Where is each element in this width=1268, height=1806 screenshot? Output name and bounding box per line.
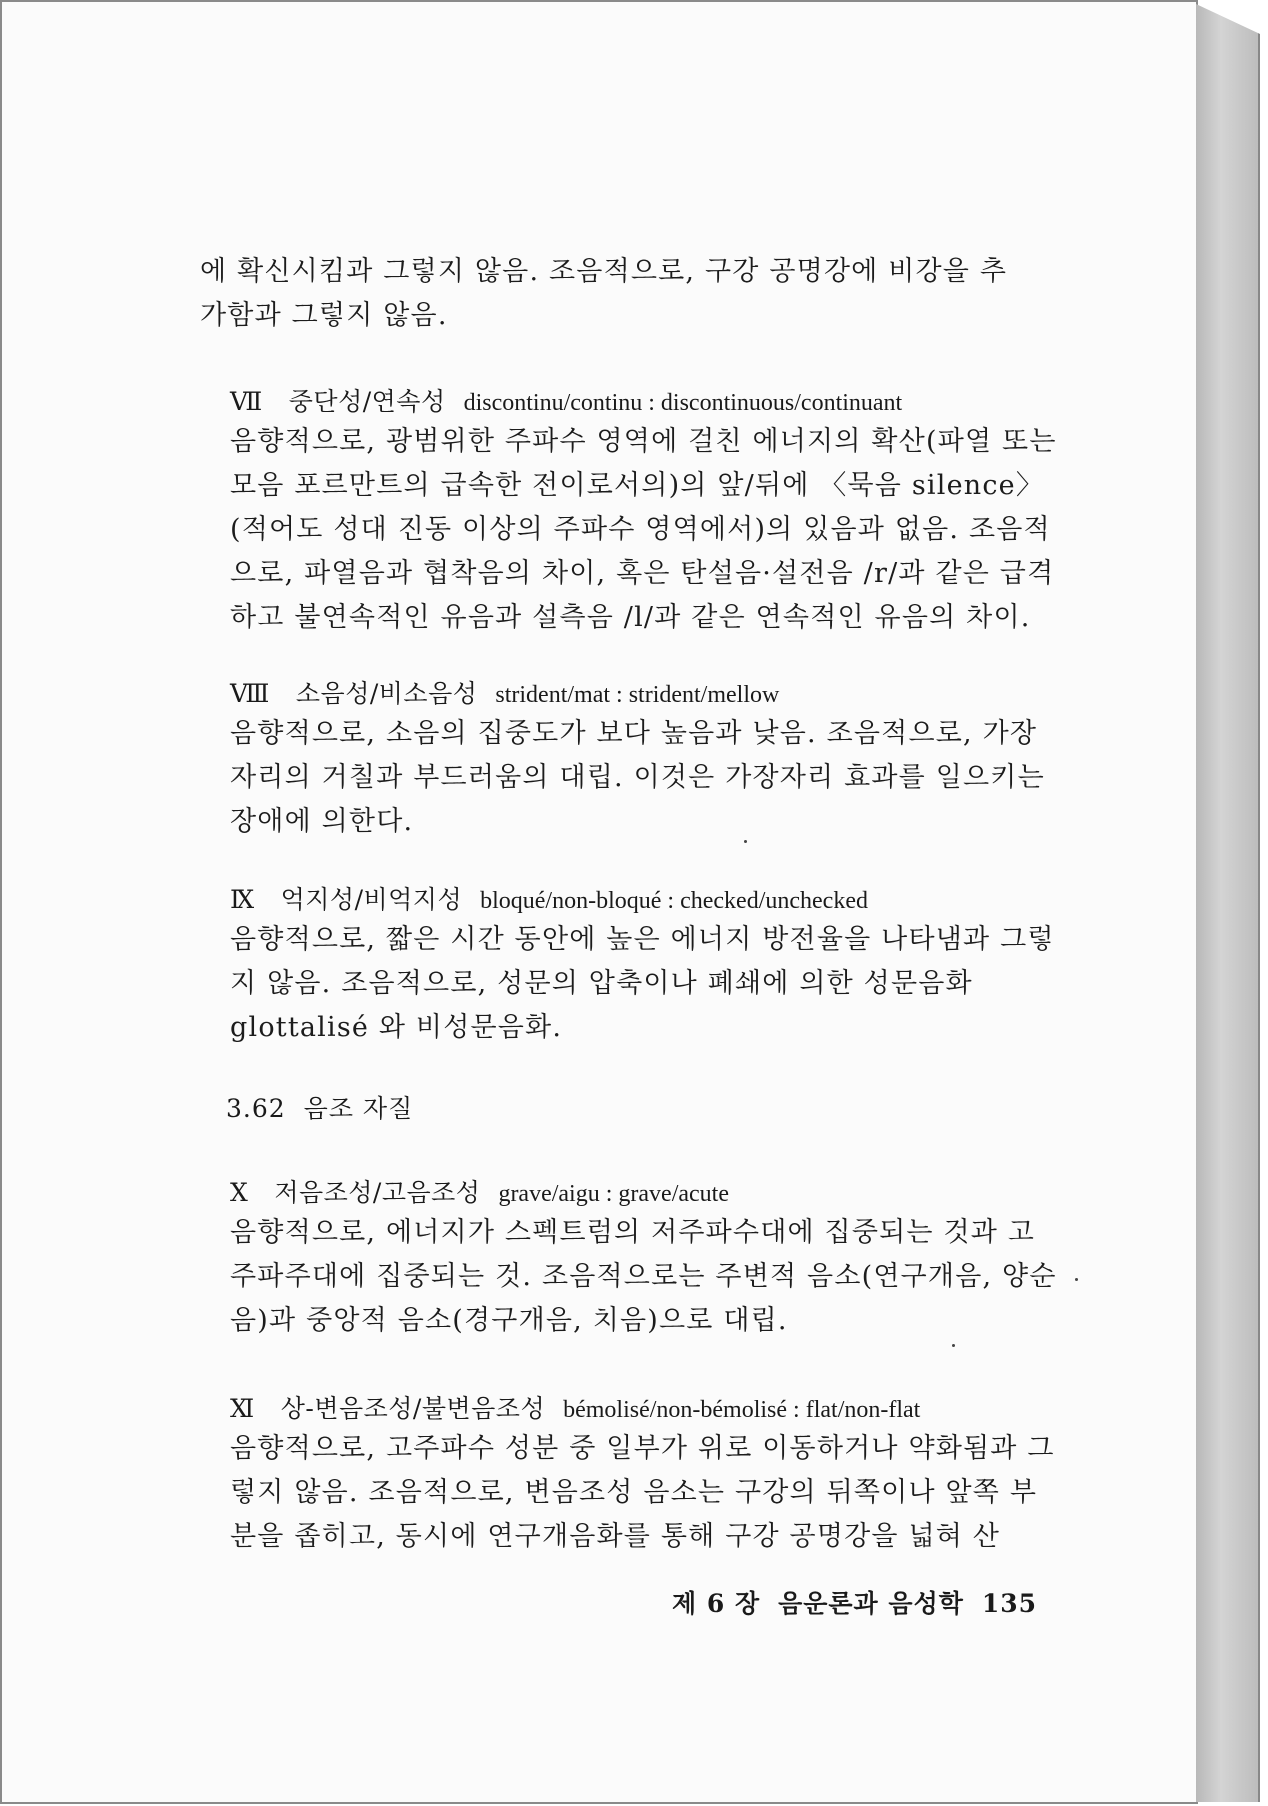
feature-latin-terms: bloqué/non-bloqué : checked/unchecked [480, 888, 868, 914]
feature-korean-term: 소음성/비소음성 [295, 679, 478, 708]
feature-latin-terms: bémolisé/non-bémolisé : flat/non-flat [563, 1397, 921, 1423]
feature-korean-term: 상-변음조성/불변음조성 [280, 1394, 546, 1423]
paragraph-continued: 에 확신시킴과 그렇지 않음. 조음적으로, 구강 공명강에 비강을 추가함과 그렇지 않음. [200, 256, 1008, 331]
roman-numeral: Ⅺ [230, 1394, 255, 1423]
paragraph-feature-10: 음향적으로, 에너지가 스펙트럼의 저주파수대에 집중되는 것과 고주파주대에 집중되는 것. 조음적으로는 주변적 음소(연구개음, 양순음)과 중앙적 음소(경구개음, 치음)으로 대립. [230, 1217, 1057, 1336]
chapter-label: 제 6 장 [672, 1589, 761, 1618]
paragraph-feature-11: 음향적으로, 고주파수 성분 중 일부가 위로 이동하거나 약화됨과 그렇지 않음. 조음적으로, 변음조성 음소는 구강의 뒤쪽이나 앞쪽 부분을 좁히고, 동시에 연구개음화를 통해 구강 공명강을 넓혀 산 [230, 1433, 1055, 1552]
feature-latin-terms: strident/mat : strident/mellow [495, 682, 780, 708]
paragraph-feature-8: 음향적으로, 소음의 집중도가 보다 높음과 낮음. 조음적으로, 가장자리의 거칠과 부드러움의 대립. 이것은 가장자리 효과를 일으키는 장애에 의한다. [230, 718, 1045, 837]
feature-heading-7 [230, 384, 902, 421]
section-number: 3.62 [226, 1094, 286, 1123]
section-title: 음조 자질 [303, 1094, 414, 1123]
feature-heading-8 [230, 676, 779, 713]
feature-heading-10 [230, 1175, 729, 1212]
paragraph-feature-9: 음향적으로, 짧은 시간 동안에 높은 에너지 방전율을 나타냄과 그렇지 않음. 조음적으로, 성문의 압축이나 폐쇄에 의한 성문음화 glottalisé 와 비성문음화. [230, 924, 1055, 1043]
feature-heading-11 [230, 1391, 920, 1428]
section-heading [226, 1091, 413, 1127]
scan-speck [744, 840, 747, 843]
chapter-title: 음운론과 음성학 [778, 1589, 964, 1618]
running-footer [672, 1586, 1055, 1622]
feature-latin-terms: discontinu/continu : discontinuous/continuant [463, 390, 903, 416]
page-edge-stack [1196, 4, 1260, 1802]
scan-speck [1075, 1278, 1078, 1281]
roman-numeral: Ⅶ [230, 387, 263, 416]
scan-speck [952, 1344, 955, 1347]
feature-latin-terms: grave/aigu : grave/acute [498, 1181, 729, 1207]
page-number: 135 [981, 1589, 1038, 1618]
feature-heading-9 [230, 882, 868, 919]
roman-numeral: Ⅸ [230, 885, 255, 914]
paragraph-feature-7: 음향적으로, 광범위한 주파수 영역에 걸친 에너지의 확산(파열 또는 모음 포르만트의 급속한 전이로서의)의 앞/뒤에 〈묵음 silence〉(적어도 성대 진동 이상의 주파수 영역에서)의 있음과 없음. 조음적으로, 파열음과 협착음의 차이, 혹은 탄설음·설전음 /r/과 같은 급격하고 불연속적인 유음과 설측음 /l/과 같은 연속적인 유음의 차이. [230, 426, 1057, 633]
feature-korean-term: 억지성/비억지성 [280, 885, 463, 914]
roman-numeral: Ⅹ [230, 1178, 249, 1207]
feature-korean-term: 중단성/연속성 [288, 387, 446, 416]
roman-numeral: Ⅷ [230, 679, 270, 708]
feature-korean-term: 저음조성/고음조성 [274, 1178, 481, 1207]
